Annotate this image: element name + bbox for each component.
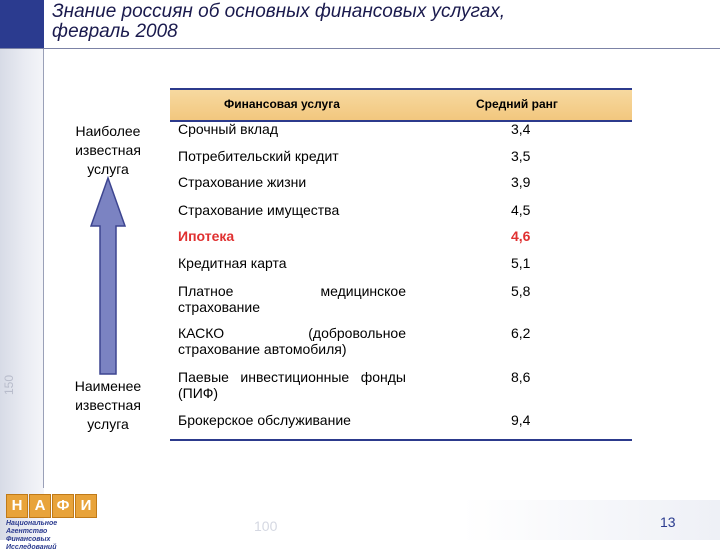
logo-letter: А: [29, 494, 51, 518]
table-header: [170, 88, 632, 122]
service-name: Потребительский кредит: [178, 148, 339, 164]
slide-title-line-1: Знание россиян об основных финансовых услугах,: [52, 1, 506, 22]
service-name: Страхование имущества: [178, 202, 340, 218]
services-table: [170, 88, 632, 441]
service-rank: 8,6: [511, 369, 531, 385]
service-name: Страхование жизни: [178, 174, 307, 190]
logo-letters: [6, 494, 97, 518]
logo-letter: И: [75, 494, 97, 518]
title-accent-block: [0, 0, 44, 48]
service-name: Паевые инвестиционные фонды (ПИФ): [178, 369, 406, 401]
table-bottom-rule: [170, 439, 632, 441]
service-rank: 4,6: [511, 228, 531, 244]
service-name: Платное медицинское страхование: [178, 283, 406, 315]
service-rank: 3,9: [511, 174, 531, 190]
service-rank: 5,8: [511, 283, 531, 299]
service-rank: 3,4: [511, 121, 531, 137]
footer-band: [462, 500, 720, 540]
slide-title: [52, 2, 692, 42]
service-name: Ипотека: [178, 228, 235, 244]
service-rank: 3,5: [511, 148, 531, 164]
service-rank: 5,1: [511, 255, 531, 271]
service-name: Срочный вклад: [178, 121, 279, 137]
page-number: 13: [660, 514, 676, 530]
background-number: 100: [254, 518, 278, 534]
service-name: КАСКО (добровольное страхование автомобиля): [178, 325, 406, 357]
logo-subtitle-line-2: Финансовых Исследований: [6, 536, 57, 551]
service-rank: 6,2: [511, 325, 531, 341]
background-scale-number: 150: [2, 374, 16, 395]
nafi-logo: [6, 494, 94, 551]
up-arrow-icon: [89, 176, 127, 376]
logo-letter: Н: [6, 494, 28, 518]
most-known-label: Наиболее известная услуга: [75, 123, 141, 177]
decorative-left-strip: [0, 0, 44, 540]
least-known-label: Наименее известная услуга: [74, 378, 142, 432]
header-rank: Средний ранг: [476, 97, 558, 111]
vertical-divider: [43, 48, 44, 488]
service-name: Кредитная карта: [178, 255, 287, 271]
header-service: Финансовая услуга: [224, 97, 340, 111]
title-bar: [0, 0, 720, 49]
service-name: Брокерское обслуживание: [178, 412, 351, 428]
logo-letter: Ф: [52, 494, 74, 518]
service-rank: 9,4: [511, 412, 531, 428]
logo-subtitle-line-1: Национальное Агентство: [6, 520, 58, 535]
slide-title-line-2: февраль 2008: [52, 21, 178, 42]
logo-subtitle: [6, 520, 96, 552]
service-rank: 4,5: [511, 202, 531, 218]
